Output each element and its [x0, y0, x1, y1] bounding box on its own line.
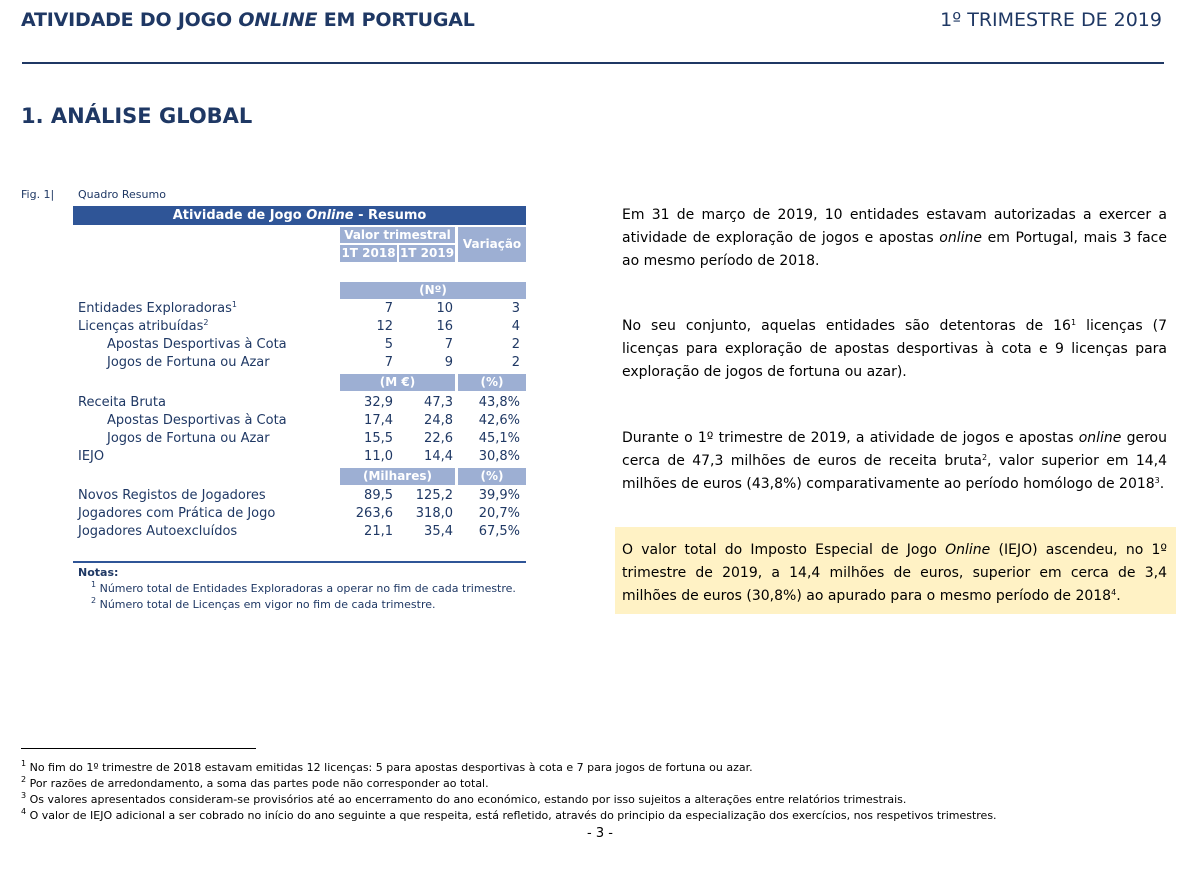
note-text: Número total de Licenças em vigor no fim de cada trimestre.: [96, 598, 436, 611]
cell-1t-2019: 24,8: [424, 413, 453, 428]
cell-variacao: 4: [511, 319, 520, 334]
row-label: [78, 318, 208, 336]
cell-1t-2019: 22,6: [424, 431, 453, 446]
cell-variacao: 3: [511, 301, 520, 316]
paragraph-iejo: [622, 539, 1167, 608]
document-header-period: 1º TRIMESTRE DE 2019: [940, 9, 1162, 31]
cell-variacao: 20,7%: [478, 506, 520, 521]
notes-title: Notas:: [78, 566, 119, 579]
footnote: [21, 793, 906, 806]
header-1t-2019: 1T 2019: [399, 246, 455, 260]
cell-1t-2019: 35,4: [424, 524, 453, 539]
header-title-prefix: ATIVIDADE DO JOGO: [21, 9, 239, 31]
p2-text-b: licenças (7 licenças para exploração de apostas desportivas à cota e 9 licenças para exploração de jogos de fortuna ou azar).: [622, 318, 1167, 380]
table-row: [73, 354, 526, 372]
document-header-title: [21, 9, 475, 31]
table-title: [73, 206, 526, 225]
footnote-text: O valor de IEJO adicional a ser cobrado no início do ano seguinte a que respeita, está refletido, através do principio da especialização dos exercícios, nos respetivos trimestres.: [26, 809, 997, 822]
row-label-sup: 1: [231, 300, 237, 309]
unit-header-pct: (%): [458, 468, 526, 485]
header-title-emphasis: ONLINE: [238, 9, 318, 31]
footnote-sup: 2: [21, 775, 27, 784]
p3-sup-1: 2: [981, 453, 988, 462]
p4-sup: 4: [1111, 588, 1117, 597]
row-label: Novos Registos de Jogadores: [78, 488, 266, 503]
header-variacao: Variação: [458, 227, 526, 262]
row-label: Jogos de Fortuna ou Azar: [107, 431, 270, 446]
table-note: [91, 598, 436, 611]
table-bottom-rule: [73, 561, 526, 563]
footnote: [21, 809, 997, 822]
row-label-sup: 2: [203, 318, 209, 327]
row-label: Jogos de Fortuna ou Azar: [107, 355, 270, 370]
unit-header-milhares: (Milhares): [340, 468, 455, 485]
unit-header-count: (Nº): [340, 282, 526, 299]
p3-emphasis: online: [1078, 430, 1122, 446]
p2-sup: 1: [1070, 318, 1077, 327]
table-row: [73, 336, 526, 354]
table-title-suffix: - Resumo: [353, 208, 427, 223]
cell-1t-2019: 7: [444, 337, 453, 352]
cell-1t-2018: 5: [384, 337, 393, 352]
row-label-text: Licenças atribuídas: [78, 319, 204, 334]
cell-variacao: 30,8%: [478, 449, 520, 464]
footnote-text: No fim do 1º trimestre de 2018 estavam emitidas 12 licenças: 5 para apostas desportivas à cota e 7 para jogos de fortuna ou azar.: [26, 761, 753, 774]
row-label: Jogadores com Prática de Jogo: [78, 506, 276, 521]
row-label: IEJO: [78, 449, 105, 464]
cell-1t-2018: 7: [384, 301, 393, 316]
footnote-divider: [21, 748, 256, 749]
p3-text-b: gerou cerca de 47,3 milhões de euros de receita bruta: [622, 430, 1167, 469]
cell-1t-2019: 47,3: [424, 395, 453, 410]
cell-1t-2018: 89,5: [364, 488, 393, 503]
cell-1t-2019: 14,4: [424, 449, 453, 464]
table-note: [91, 582, 516, 595]
p4-text-b: (IEJO) ascendeu, no 1º trimestre de 2019, a 14,4 milhões de euros, superior em cerca de 3,4 milhões de euros (30,8%) ao apurado para o mesmo período de 2018: [622, 542, 1167, 604]
p3-text-c: , valor superior em 14,4 milhões de euros (43,8%) comparativamente ao período homólogo de 2018: [622, 453, 1167, 492]
table-row: [73, 300, 526, 318]
row-label: [78, 300, 237, 318]
table-row: [73, 412, 526, 430]
section-title: 1. ANÁLISE GLOBAL: [21, 104, 253, 128]
table-row: [73, 487, 526, 505]
footnote-sup: 1: [21, 759, 27, 768]
page-number: - 3 -: [587, 826, 613, 841]
table-row: [73, 448, 526, 466]
footnote: [21, 761, 753, 774]
cell-1t-2018: 21,1: [364, 524, 393, 539]
p2-text-a: No seu conjunto, aquelas entidades são detentoras de 16: [622, 318, 1071, 334]
header-valor-trimestral: Valor trimestral: [340, 227, 455, 243]
header-divider: [22, 62, 1164, 64]
figure-label: Fig. 1|: [21, 188, 55, 201]
p4-text-c: .: [1116, 588, 1121, 604]
footnote-sup: 3: [21, 791, 27, 800]
unit-header-meur: (M €): [340, 374, 455, 391]
cell-1t-2018: 11,0: [364, 449, 393, 464]
table-title-emphasis: Online: [306, 208, 354, 223]
row-label: Apostas Desportivas à Cota: [107, 337, 287, 352]
paragraph-gross-revenue: [622, 427, 1167, 496]
row-label: Apostas Desportivas à Cota: [107, 413, 287, 428]
p1-text-b: em Portugal, mais 3 face ao mesmo período de 2018.: [622, 230, 1167, 269]
cell-1t-2018: 263,6: [355, 506, 393, 521]
row-label-text: Entidades Exploradoras: [78, 301, 232, 316]
paragraph-entities: [622, 204, 1167, 273]
cell-variacao: 39,9%: [478, 488, 520, 503]
cell-variacao: 42,6%: [478, 413, 520, 428]
cell-variacao: 67,5%: [478, 524, 520, 539]
table-row: [73, 394, 526, 412]
cell-variacao: 45,1%: [478, 431, 520, 446]
row-label: Jogadores Autoexcluídos: [78, 524, 238, 539]
footnote-sup: 4: [21, 807, 27, 816]
cell-1t-2018: 12: [376, 319, 393, 334]
cell-1t-2018: 7: [384, 355, 393, 370]
cell-1t-2019: 10: [436, 301, 453, 316]
note-sup: 2: [91, 596, 97, 605]
p3-text-a: Durante o 1º trimestre de 2019, a atividade de jogos e apostas: [622, 430, 1079, 446]
p3-text-d: .: [1159, 476, 1165, 492]
footnote-text: Os valores apresentados consideram-se provisórios até ao encerramento do ano económico, estando por isso sujeitos a alterações entre relatórios trimestrais.: [26, 793, 907, 806]
cell-1t-2019: 125,2: [415, 488, 453, 503]
p4-emphasis: Online: [945, 542, 991, 558]
cell-1t-2019: 318,0: [415, 506, 453, 521]
note-sup: 1: [91, 580, 97, 589]
header-title-suffix: EM PORTUGAL: [317, 9, 475, 31]
header-1t-2018: 1T 2018: [341, 246, 396, 260]
cell-1t-2018: 32,9: [364, 395, 393, 410]
figure-caption: Quadro Resumo: [78, 188, 166, 201]
table-row: [73, 430, 526, 448]
cell-1t-2019: 16: [436, 319, 453, 334]
p1-emphasis: online: [939, 230, 982, 246]
table-row: [73, 523, 526, 541]
table-row: [73, 318, 526, 336]
cell-1t-2019: 9: [444, 355, 453, 370]
p4-text-a: O valor total do Imposto Especial de Jogo: [622, 542, 946, 558]
cell-variacao: 2: [511, 337, 520, 352]
cell-1t-2018: 15,5: [364, 431, 393, 446]
footnote-text: Por razões de arredondamento, a soma das partes pode não corresponder ao total.: [26, 777, 489, 790]
p1-text-a: Em 31 de março de 2019, 10 entidades estavam autorizadas a exercer a atividade de exploração de jogos e apostas: [622, 207, 1167, 246]
cell-1t-2018: 17,4: [364, 413, 393, 428]
paragraph-licenses: [622, 315, 1167, 384]
footnote: [21, 777, 489, 790]
cell-variacao: 43,8%: [478, 395, 520, 410]
note-text: Número total de Entidades Exploradoras a operar no fim de cada trimestre.: [96, 582, 516, 595]
cell-variacao: 2: [511, 355, 520, 370]
row-label: Receita Bruta: [78, 395, 166, 410]
p3-sup-2: 3: [1154, 476, 1160, 485]
table-row: [73, 505, 526, 523]
unit-header-pct: (%): [458, 374, 526, 391]
table-title-prefix: Atividade de Jogo: [172, 208, 307, 223]
